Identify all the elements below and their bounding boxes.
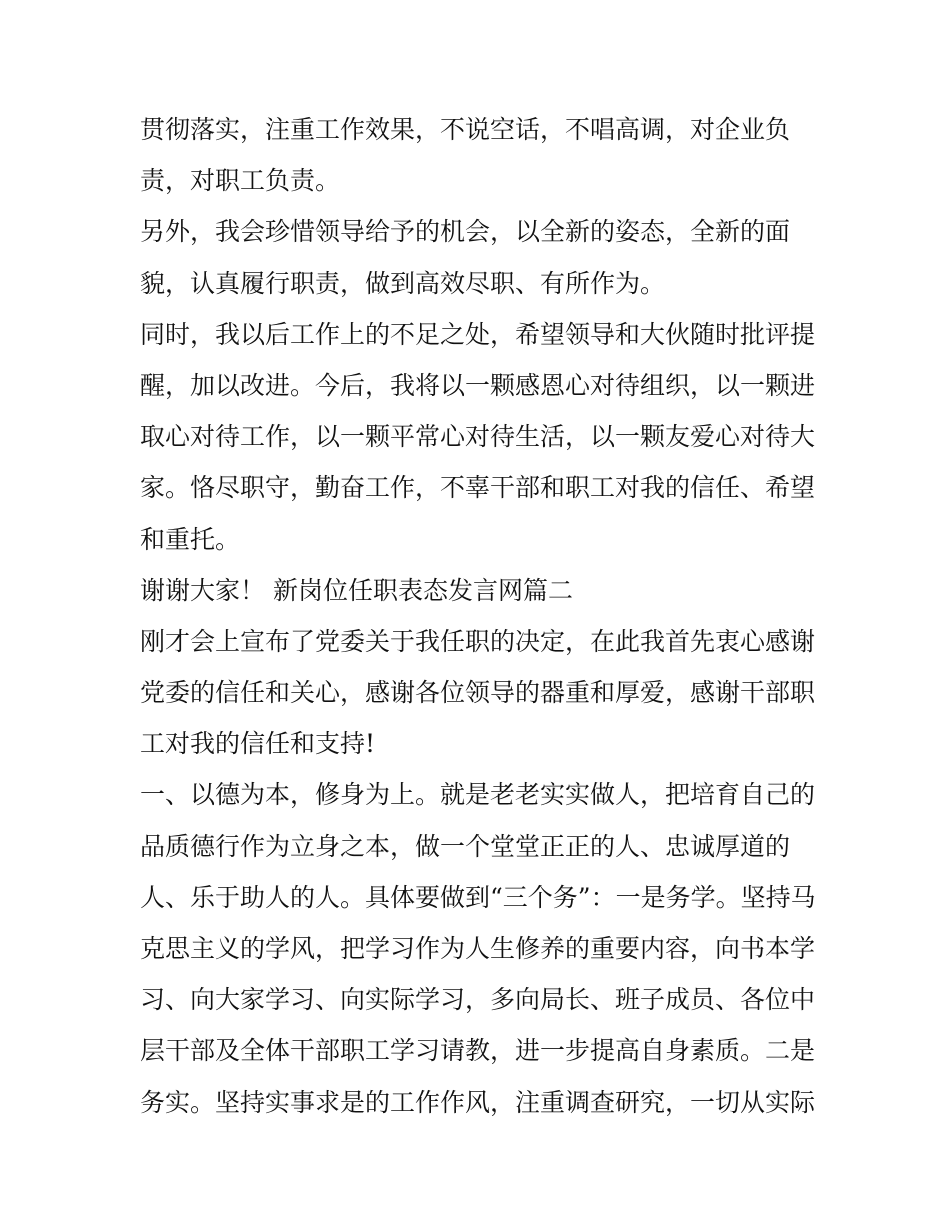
- text-line: 习、向大家学习、向实际学习，多向局长、班子成员、各位中: [140, 985, 816, 1015]
- text-line: 和重托。: [140, 524, 241, 554]
- text-line: 层干部及全体干部职工学习请教，进一步提高自身素质。二是: [140, 1036, 816, 1066]
- text-line: 务实。坚持实事求是的工作作风，注重调查研究，一切从实际: [140, 1087, 816, 1117]
- text-line: 另外，我会珍惜领导给予的机会，以全新的姿态，全新的面: [140, 217, 791, 247]
- document-body: [140, 104, 830, 1128]
- text-line: 一、以德为本，修身为上。就是老老实实做人，把培育自己的: [140, 780, 816, 810]
- text-line: 取心对待工作，以一颗平常心对待生活，以一颗友爱心对待大: [140, 422, 816, 452]
- text-line: 克思主义的学风，把学习作为人生修养的重要内容，向书本学: [140, 934, 816, 963]
- section-heading-line: 谢谢大家！ 新岗位任职表态发言网篇二: [140, 575, 573, 605]
- text-line: 醒，加以改进。今后，我将以一颗感恩心对待组织，以一颗进: [140, 370, 816, 400]
- text-line: 品质德行作为立身之本，做一个堂堂正正的人、忠诚厚道的: [140, 831, 791, 861]
- text-line: 党委的信任和关心，感谢各位领导的器重和厚爱，感谢干部职: [140, 678, 816, 708]
- text-line: 刚才会上宣布了党委关于我任职的决定，在此我首先衷心感谢: [140, 626, 816, 656]
- text-line: 人、乐于助人的人。具体要做到“三个务”：一是务学。坚持马: [140, 882, 816, 912]
- text-line: 家。恪尽职守，勤奋工作，不辜干部和职工对我的信任、希望: [140, 473, 816, 503]
- text-line: 贯彻落实，注重工作效果，不说空话，不唱高调，对企业负: [140, 115, 791, 144]
- text-line: 工对我的信任和支持!: [140, 729, 376, 759]
- text-line: 责，对职工负责。: [140, 166, 341, 196]
- text-line: 同时，我以后工作上的不足之处，希望领导和大伙随时批评提: [140, 319, 816, 349]
- text-line: 貌，认真履行职责，做到高效尽职、有所作为。: [140, 268, 666, 298]
